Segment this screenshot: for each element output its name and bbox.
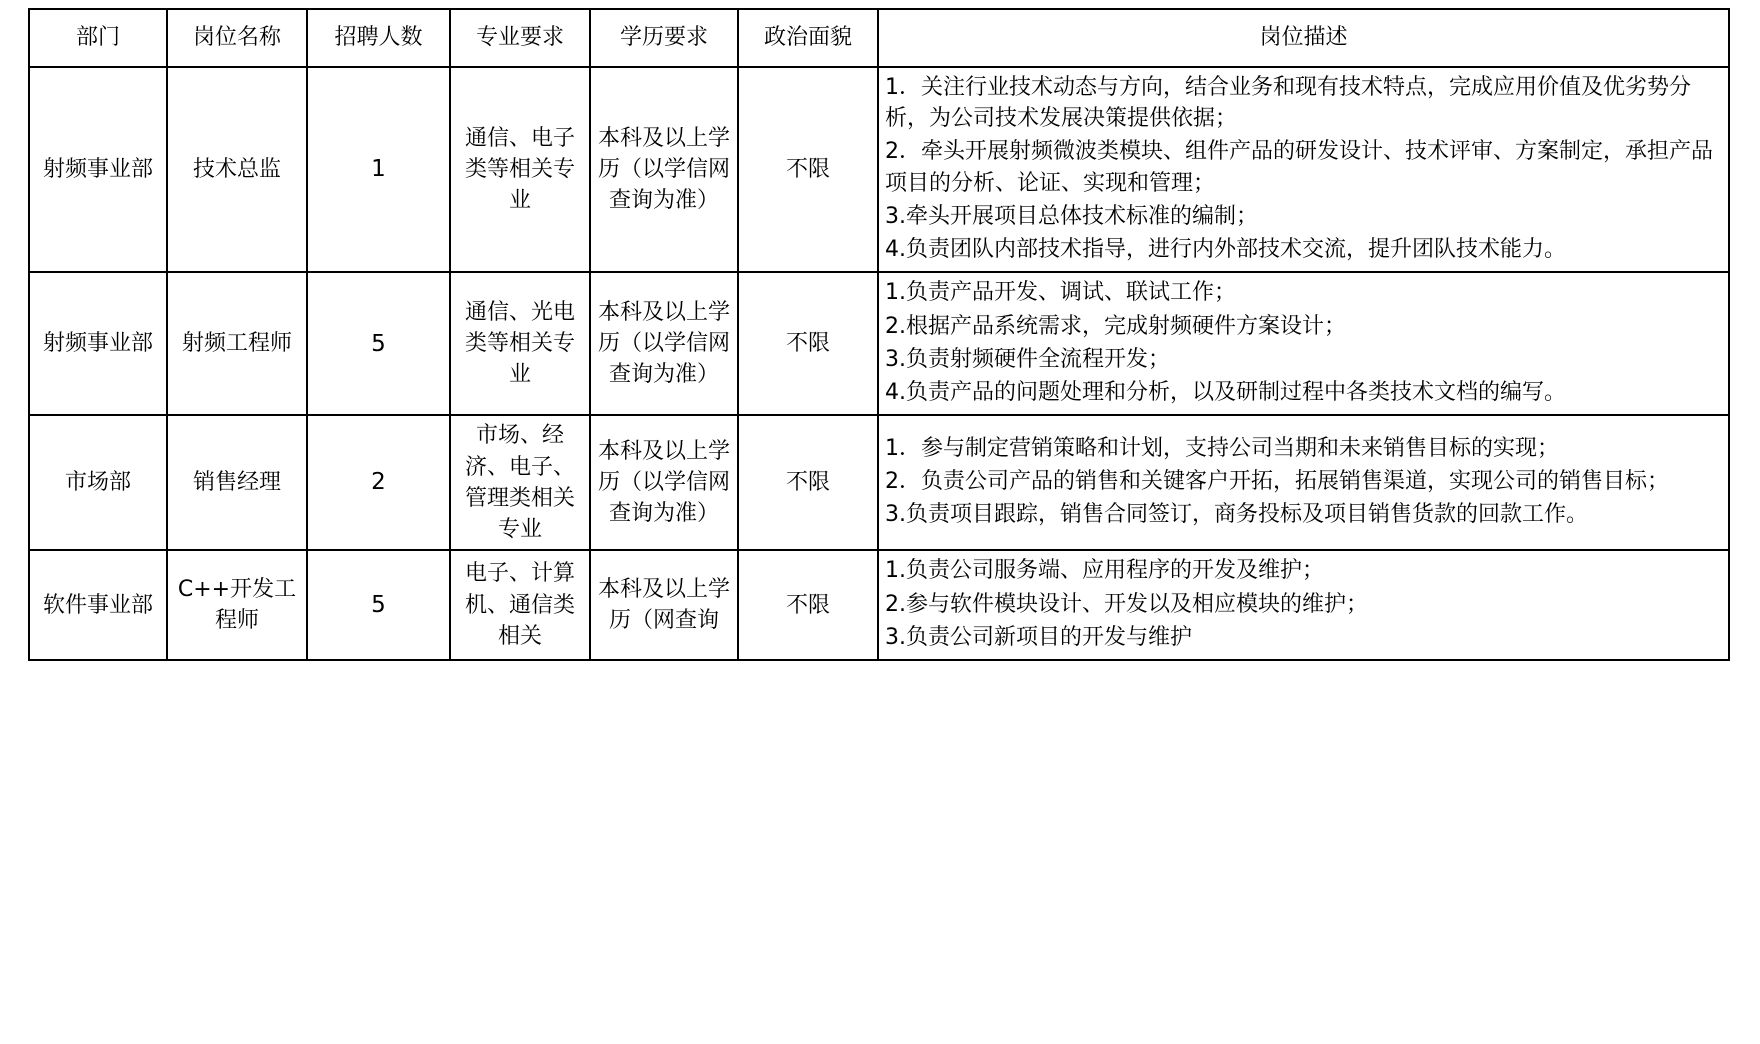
cell-headcount: 1 bbox=[307, 67, 450, 272]
description-line: 1.负责公司服务端、应用程序的开发及维护； bbox=[885, 558, 1324, 584]
cell-job-description bbox=[878, 67, 1729, 272]
cell-political-status: 不限 bbox=[738, 272, 878, 415]
description-line: 1．参与制定营销策略和计划，支持公司当期和未来销售目标的实现； bbox=[885, 435, 1559, 461]
column-header-education: 学历要求 bbox=[590, 9, 738, 67]
cell-job-title: 销售经理 bbox=[167, 415, 307, 550]
description-line: 1．关注行业技术动态与方向，结合业务和现有技术特点，完成应用价值及优劣势分析，为公司技术发展决策提供依据； bbox=[885, 75, 1691, 132]
cell-headcount: 5 bbox=[307, 272, 450, 415]
table-row bbox=[29, 272, 1729, 415]
description-line: 4.负责团队内部技术指导，进行内外部技术交流，提升团队技术能力。 bbox=[885, 237, 1566, 263]
cell-department: 射频事业部 bbox=[29, 67, 167, 272]
cell-headcount: 5 bbox=[307, 550, 450, 660]
cell-department: 软件事业部 bbox=[29, 550, 167, 660]
cell-job-description bbox=[878, 550, 1729, 660]
cell-education: 本科及以上学历（以学信网查询为准） bbox=[590, 272, 738, 415]
cell-job-title: 射频工程师 bbox=[167, 272, 307, 415]
description-line: 3.负责公司新项目的开发与维护 bbox=[885, 624, 1192, 650]
description-line: 2.参与软件模块设计、开发以及相应模块的维护； bbox=[885, 591, 1368, 617]
cell-job-title: C++开发工程师 bbox=[167, 550, 307, 660]
description-line: 3.负责射频硬件全流程开发； bbox=[885, 346, 1170, 372]
description-line: 3.负责项目跟踪，销售合同签订，商务投标及项目销售货款的回款工作。 bbox=[885, 502, 1588, 528]
table-body bbox=[29, 67, 1729, 660]
column-header-headcount: 招聘人数 bbox=[307, 9, 450, 67]
cell-department: 市场部 bbox=[29, 415, 167, 550]
cell-major: 电子、计算机、通信类相关 bbox=[450, 550, 590, 660]
cell-major: 通信、光电类等相关专业 bbox=[450, 272, 590, 415]
cell-political-status: 不限 bbox=[738, 550, 878, 660]
cell-headcount: 2 bbox=[307, 415, 450, 550]
cell-political-status: 不限 bbox=[738, 415, 878, 550]
cell-political-status: 不限 bbox=[738, 67, 878, 272]
description-line: 4.负责产品的问题处理和分析，以及研制过程中各类技术文档的编写。 bbox=[885, 380, 1566, 406]
table-row bbox=[29, 550, 1729, 660]
cell-education: 本科及以上学历（以学信网查询为准） bbox=[590, 415, 738, 550]
cell-education: 本科及以上学历（网查询 bbox=[590, 550, 738, 660]
cell-job-description bbox=[878, 272, 1729, 415]
cell-department: 射频事业部 bbox=[29, 272, 167, 415]
table-row bbox=[29, 67, 1729, 272]
cell-major: 市场、经济、电子、管理类相关专业 bbox=[450, 415, 590, 550]
description-line: 2．牵头开展射频微波类模块、组件产品的研发设计、技术评审、方案制定，承担产品项目的分析、论证、实现和管理； bbox=[885, 139, 1713, 196]
description-line: 1.负责产品开发、调试、联试工作； bbox=[885, 280, 1236, 306]
column-header-department: 部门 bbox=[29, 9, 167, 67]
column-header-major: 专业要求 bbox=[450, 9, 590, 67]
column-header-job-title: 岗位名称 bbox=[167, 9, 307, 67]
job-postings-table bbox=[28, 8, 1730, 661]
description-line: 3.牵头开展项目总体技术标准的编制； bbox=[885, 203, 1258, 229]
table-header-row bbox=[29, 9, 1729, 67]
column-header-job-description: 岗位描述 bbox=[878, 9, 1729, 67]
cell-job-description bbox=[878, 415, 1729, 550]
cell-job-title: 技术总监 bbox=[167, 67, 307, 272]
description-line: 2．负责公司产品的销售和关键客户开拓，拓展销售渠道，实现公司的销售目标； bbox=[885, 469, 1669, 495]
description-line: 2.根据产品系统需求，完成射频硬件方案设计； bbox=[885, 313, 1346, 339]
cell-major: 通信、电子类等相关专业 bbox=[450, 67, 590, 272]
table-row bbox=[29, 415, 1729, 550]
table-header bbox=[29, 9, 1729, 67]
column-header-political-status: 政治面貌 bbox=[738, 9, 878, 67]
cell-education: 本科及以上学历（以学信网查询为准） bbox=[590, 67, 738, 272]
